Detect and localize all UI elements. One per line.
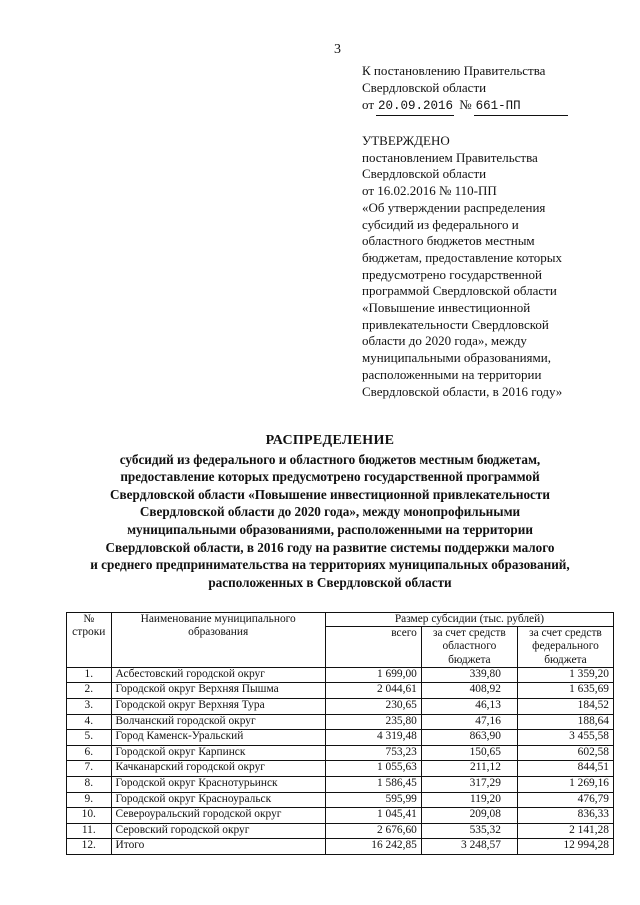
title-line: субсидий из федерального и областного бюджетов местным бюджетам, (119, 451, 541, 467)
cell-federal: 188,64 (517, 714, 613, 730)
header-num-word: строки (72, 626, 106, 639)
approved-line: привлекательности Свердловской (362, 316, 549, 332)
header-regional-budget: за счет средств областного бюджета (421, 627, 517, 668)
table-row (67, 667, 614, 683)
cell-regional: 211,12 (421, 761, 517, 777)
cell-row-number: 4. (67, 714, 112, 730)
title-line: муниципальными образованиями, расположенными на территории (127, 521, 533, 537)
approved-line: предусмотрено государственной (362, 266, 542, 282)
cell-regional: 47,16 (421, 714, 517, 730)
cell-total: 753,23 (325, 745, 421, 761)
cell-total: 1 055,63 (325, 761, 421, 777)
title-line: Свердловской области, в 2016 году на развитие системы поддержки малого (105, 539, 555, 555)
cell-municipality: Серовский городской округ (111, 823, 325, 839)
header-subsidy-size: Размер субсидии (тыс. рублей) (325, 613, 613, 627)
cell-total: 230,65 (325, 699, 421, 715)
title-line: предоставление которых предусмотрено государственной программой (120, 469, 540, 485)
attachment-date-line (362, 96, 624, 116)
cell-municipality: Городской округ Краснотурьинск (111, 776, 325, 792)
header-federal-budget: за счет средств федерального бюджета (517, 627, 613, 668)
header-num-symbol: № (83, 613, 95, 625)
cell-total: 1 586,45 (325, 776, 421, 792)
document-title (50, 432, 610, 591)
cell-regional: 209,08 (421, 808, 517, 824)
cell-row-number: 5. (67, 730, 112, 746)
table-row (67, 792, 614, 808)
approved-line: областного бюджетов местным (362, 233, 535, 249)
cell-total: 1 045,41 (325, 808, 421, 824)
title-line: расположенных в Свердловской области (208, 574, 452, 590)
cell-municipality: Качканарский городской округ (111, 761, 325, 777)
title-line: и среднего предпринимательства на территориях муниципальных образований, (90, 557, 570, 573)
from-label: от (362, 97, 375, 112)
resolution-number: 661-ПП (474, 98, 568, 116)
cell-federal: 602,58 (517, 745, 613, 761)
cell-total: 2 044,61 (325, 683, 421, 699)
table-row (67, 839, 614, 855)
header-municipality: Наименование муниципального образования (111, 613, 325, 668)
resolution-date: 20.09.2016 (376, 98, 454, 116)
approved-heading: УТВЕРЖДЕНО (362, 133, 450, 148)
cell-regional: 150,65 (421, 745, 517, 761)
cell-row-number: 2. (67, 683, 112, 699)
cell-row-number: 1. (67, 667, 112, 683)
approved-line: Свердловской области (362, 166, 487, 182)
title-main: РАСПРЕДЕЛЕНИЕ (265, 433, 395, 448)
table-row (67, 730, 614, 746)
attachment-block (362, 62, 624, 116)
approved-line: от 16.02.2016 № 110-ПП (362, 183, 497, 199)
approved-line: «Повышение инвестиционной (362, 300, 531, 316)
cell-regional: 317,29 (421, 776, 517, 792)
table-row (67, 699, 614, 715)
cell-regional: 863,90 (421, 730, 517, 746)
approved-block (362, 133, 627, 400)
cell-federal: 1 359,20 (517, 667, 613, 683)
cell-municipality: Североуральский городской округ (111, 808, 325, 824)
table-row (67, 823, 614, 839)
approved-line: программой Свердловской области (362, 283, 557, 299)
cell-municipality: Город Каменск-Уральский (111, 730, 325, 746)
cell-federal: 184,52 (517, 699, 613, 715)
cell-federal: 844,51 (517, 761, 613, 777)
approved-line: муниципальными образованиями, (362, 350, 551, 366)
cell-row-number: 12. (67, 839, 112, 855)
table-row (67, 808, 614, 824)
cell-municipality: Городской округ Карпинск (111, 745, 325, 761)
approved-line: постановлением Правительства (362, 149, 538, 165)
cell-total: 4 319,48 (325, 730, 421, 746)
cell-total: 16 242,85 (325, 839, 421, 855)
table-row (67, 761, 614, 777)
cell-total: 235,80 (325, 714, 421, 730)
page-number: 3 (334, 42, 341, 57)
cell-row-number: 3. (67, 699, 112, 715)
approved-line: расположенными на территории (362, 366, 542, 382)
cell-municipality: Городской округ Верхняя Пышма (111, 683, 325, 699)
cell-row-number: 8. (67, 776, 112, 792)
cell-municipality: Асбестовский городской округ (111, 667, 325, 683)
cell-regional: 339,80 (421, 667, 517, 683)
subsidy-table (66, 612, 614, 855)
title-line: Свердловской области до 2020 года», между монопрофильными (139, 504, 521, 520)
approved-line: Свердловской области, в 2016 году» (362, 383, 563, 399)
cell-total: 1 699,00 (325, 667, 421, 683)
table-row (67, 683, 614, 699)
cell-federal: 1 635,69 (517, 683, 613, 699)
cell-municipality: Городской округ Красноуральск (111, 792, 325, 808)
cell-regional: 408,92 (421, 683, 517, 699)
attachment-line-2: Свердловской области (362, 80, 487, 95)
cell-row-number: 11. (67, 823, 112, 839)
cell-regional: 46,13 (421, 699, 517, 715)
cell-federal: 836,33 (517, 808, 613, 824)
cell-municipality: Городской округ Верхняя Тура (111, 699, 325, 715)
cell-regional: 3 248,57 (421, 839, 517, 855)
header-row-number (67, 613, 112, 668)
approved-line: субсидий из федерального и (362, 216, 519, 232)
attachment-line-1: К постановлению Правительства (362, 63, 546, 78)
cell-federal: 3 455,58 (517, 730, 613, 746)
table-row (67, 776, 614, 792)
cell-total: 2 676,60 (325, 823, 421, 839)
cell-municipality: Волчанский городской округ (111, 714, 325, 730)
cell-regional: 119,20 (421, 792, 517, 808)
cell-row-number: 6. (67, 745, 112, 761)
cell-row-number: 9. (67, 792, 112, 808)
approved-line: «Об утверждении распределения (362, 199, 546, 215)
table-row (67, 714, 614, 730)
cell-federal: 476,79 (517, 792, 613, 808)
cell-federal: 1 269,16 (517, 776, 613, 792)
approved-line: области до 2020 года», между (362, 333, 527, 349)
approved-line: бюджетам, предоставление которых (362, 249, 562, 265)
number-label: № (459, 97, 472, 112)
cell-federal: 12 994,28 (517, 839, 613, 855)
title-line: Свердловской области «Повышение инвестиционной привлекательности (110, 486, 550, 502)
cell-row-number: 7. (67, 761, 112, 777)
cell-total: 595,99 (325, 792, 421, 808)
cell-federal: 2 141,28 (517, 823, 613, 839)
table-row (67, 745, 614, 761)
cell-municipality: Итого (111, 839, 325, 855)
cell-row-number: 10. (67, 808, 112, 824)
cell-regional: 535,32 (421, 823, 517, 839)
header-total: всего (325, 627, 421, 668)
